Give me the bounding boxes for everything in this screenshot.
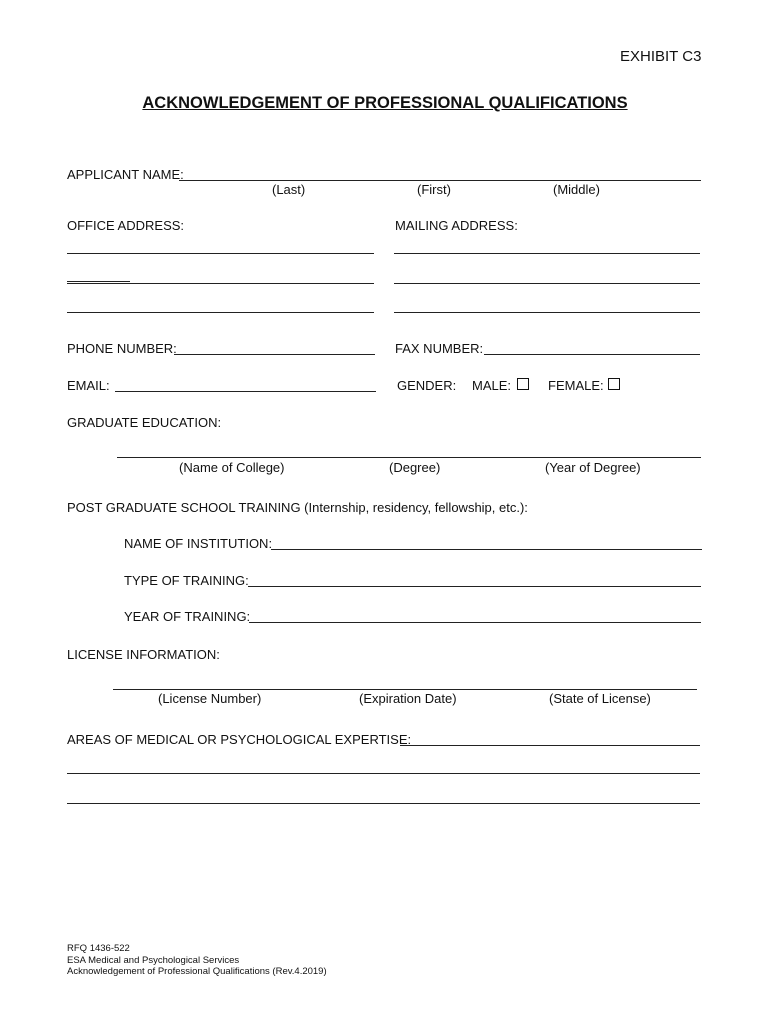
- license-state-caption: (State of License): [549, 691, 651, 706]
- institution-name-label: NAME OF INSTITUTION:: [124, 536, 273, 551]
- office-address-line-3: [67, 312, 374, 313]
- applicant-name-label: APPLICANT NAME:: [67, 167, 184, 182]
- gender-label: GENDER:: [397, 378, 457, 393]
- graduate-education-input[interactable]: [119, 440, 699, 456]
- mailing-address-label: MAILING ADDRESS:: [395, 218, 518, 233]
- training-year-label: YEAR OF TRAINING:: [124, 609, 251, 624]
- applicant-name-input[interactable]: [181, 163, 699, 179]
- office-address-input-2[interactable]: [67, 266, 374, 282]
- footer-services: ESA Medical and Psychological Services: [67, 954, 240, 966]
- license-information-input[interactable]: [115, 672, 695, 688]
- footer-rfq-number: RFQ 1436-522: [67, 943, 130, 954]
- institution-name-input[interactable]: [273, 532, 700, 548]
- training-type-input[interactable]: [250, 569, 699, 585]
- email-label: EMAIL:: [67, 378, 110, 393]
- graduate-education-label: GRADUATE EDUCATION:: [67, 415, 222, 430]
- office-address-input-1[interactable]: [67, 236, 374, 252]
- expertise-line-1: [400, 745, 700, 746]
- phone-number-input[interactable]: [176, 337, 374, 353]
- license-information-label: LICENSE INFORMATION:: [67, 647, 220, 662]
- fax-number-input[interactable]: [486, 337, 699, 353]
- email-input[interactable]: [117, 374, 375, 390]
- fax-number-line: [484, 354, 700, 355]
- institution-name-line: [271, 549, 702, 550]
- phone-number-line: [174, 354, 375, 355]
- expertise-line-3: [67, 803, 700, 804]
- mailing-address-line-1: [394, 253, 700, 254]
- fax-number-label: FAX NUMBER:: [395, 341, 484, 356]
- male-label: MALE:: [472, 378, 512, 393]
- training-type-label: TYPE OF TRAINING:: [124, 573, 249, 588]
- footer: [67, 943, 327, 978]
- college-name-caption: (Name of College): [179, 460, 285, 475]
- page-title: ACKNOWLEDGEMENT OF PROFESSIONAL QUALIFICATIONS: [142, 94, 628, 112]
- expertise-label: AREAS OF MEDICAL OR PSYCHOLOGICAL EXPERTISE:: [67, 732, 412, 747]
- license-number-caption: (License Number): [158, 691, 262, 706]
- office-address-label: OFFICE ADDRESS:: [67, 218, 185, 233]
- exhibit-label: EXHIBIT C3: [620, 48, 702, 65]
- training-year-line: [249, 622, 701, 623]
- mailing-address-line-3: [394, 312, 700, 313]
- female-checkbox[interactable]: [608, 378, 620, 390]
- expertise-input-1[interactable]: [402, 728, 699, 744]
- training-type-line: [248, 586, 701, 587]
- office-address-line-1: [67, 253, 374, 254]
- footer-form-revision: Acknowledgement of Professional Qualifications (Rev.4.2019): [67, 966, 327, 977]
- applicant-first-caption: (First): [417, 182, 451, 197]
- mailing-address-input-2[interactable]: [394, 266, 700, 282]
- office-address-input-3[interactable]: [67, 295, 374, 311]
- applicant-name-line: [179, 180, 701, 181]
- degree-year-caption: (Year of Degree): [545, 460, 641, 475]
- degree-caption: (Degree): [389, 460, 441, 475]
- expertise-line-2: [67, 773, 700, 774]
- applicant-last-caption: (Last): [272, 182, 306, 197]
- office-address-line-2: [67, 283, 374, 284]
- male-checkbox[interactable]: [517, 378, 529, 390]
- phone-number-label: PHONE NUMBER:: [67, 341, 177, 356]
- license-information-line: [113, 689, 697, 690]
- applicant-middle-caption: (Middle): [553, 182, 600, 197]
- mailing-address-input-1[interactable]: [394, 236, 700, 252]
- expertise-input-3[interactable]: [67, 786, 700, 802]
- female-label: FEMALE:: [548, 378, 604, 393]
- post-graduate-training-label: POST GRADUATE SCHOOL TRAINING (Internship, residency, fellowship, etc.):: [67, 500, 528, 515]
- graduate-education-line: [117, 457, 701, 458]
- license-expiration-caption: (Expiration Date): [359, 691, 457, 706]
- mailing-address-line-2: [394, 283, 700, 284]
- mailing-address-input-3[interactable]: [394, 295, 700, 311]
- expertise-input-2[interactable]: [67, 756, 700, 772]
- email-line: [115, 391, 376, 392]
- training-year-input[interactable]: [251, 605, 699, 621]
